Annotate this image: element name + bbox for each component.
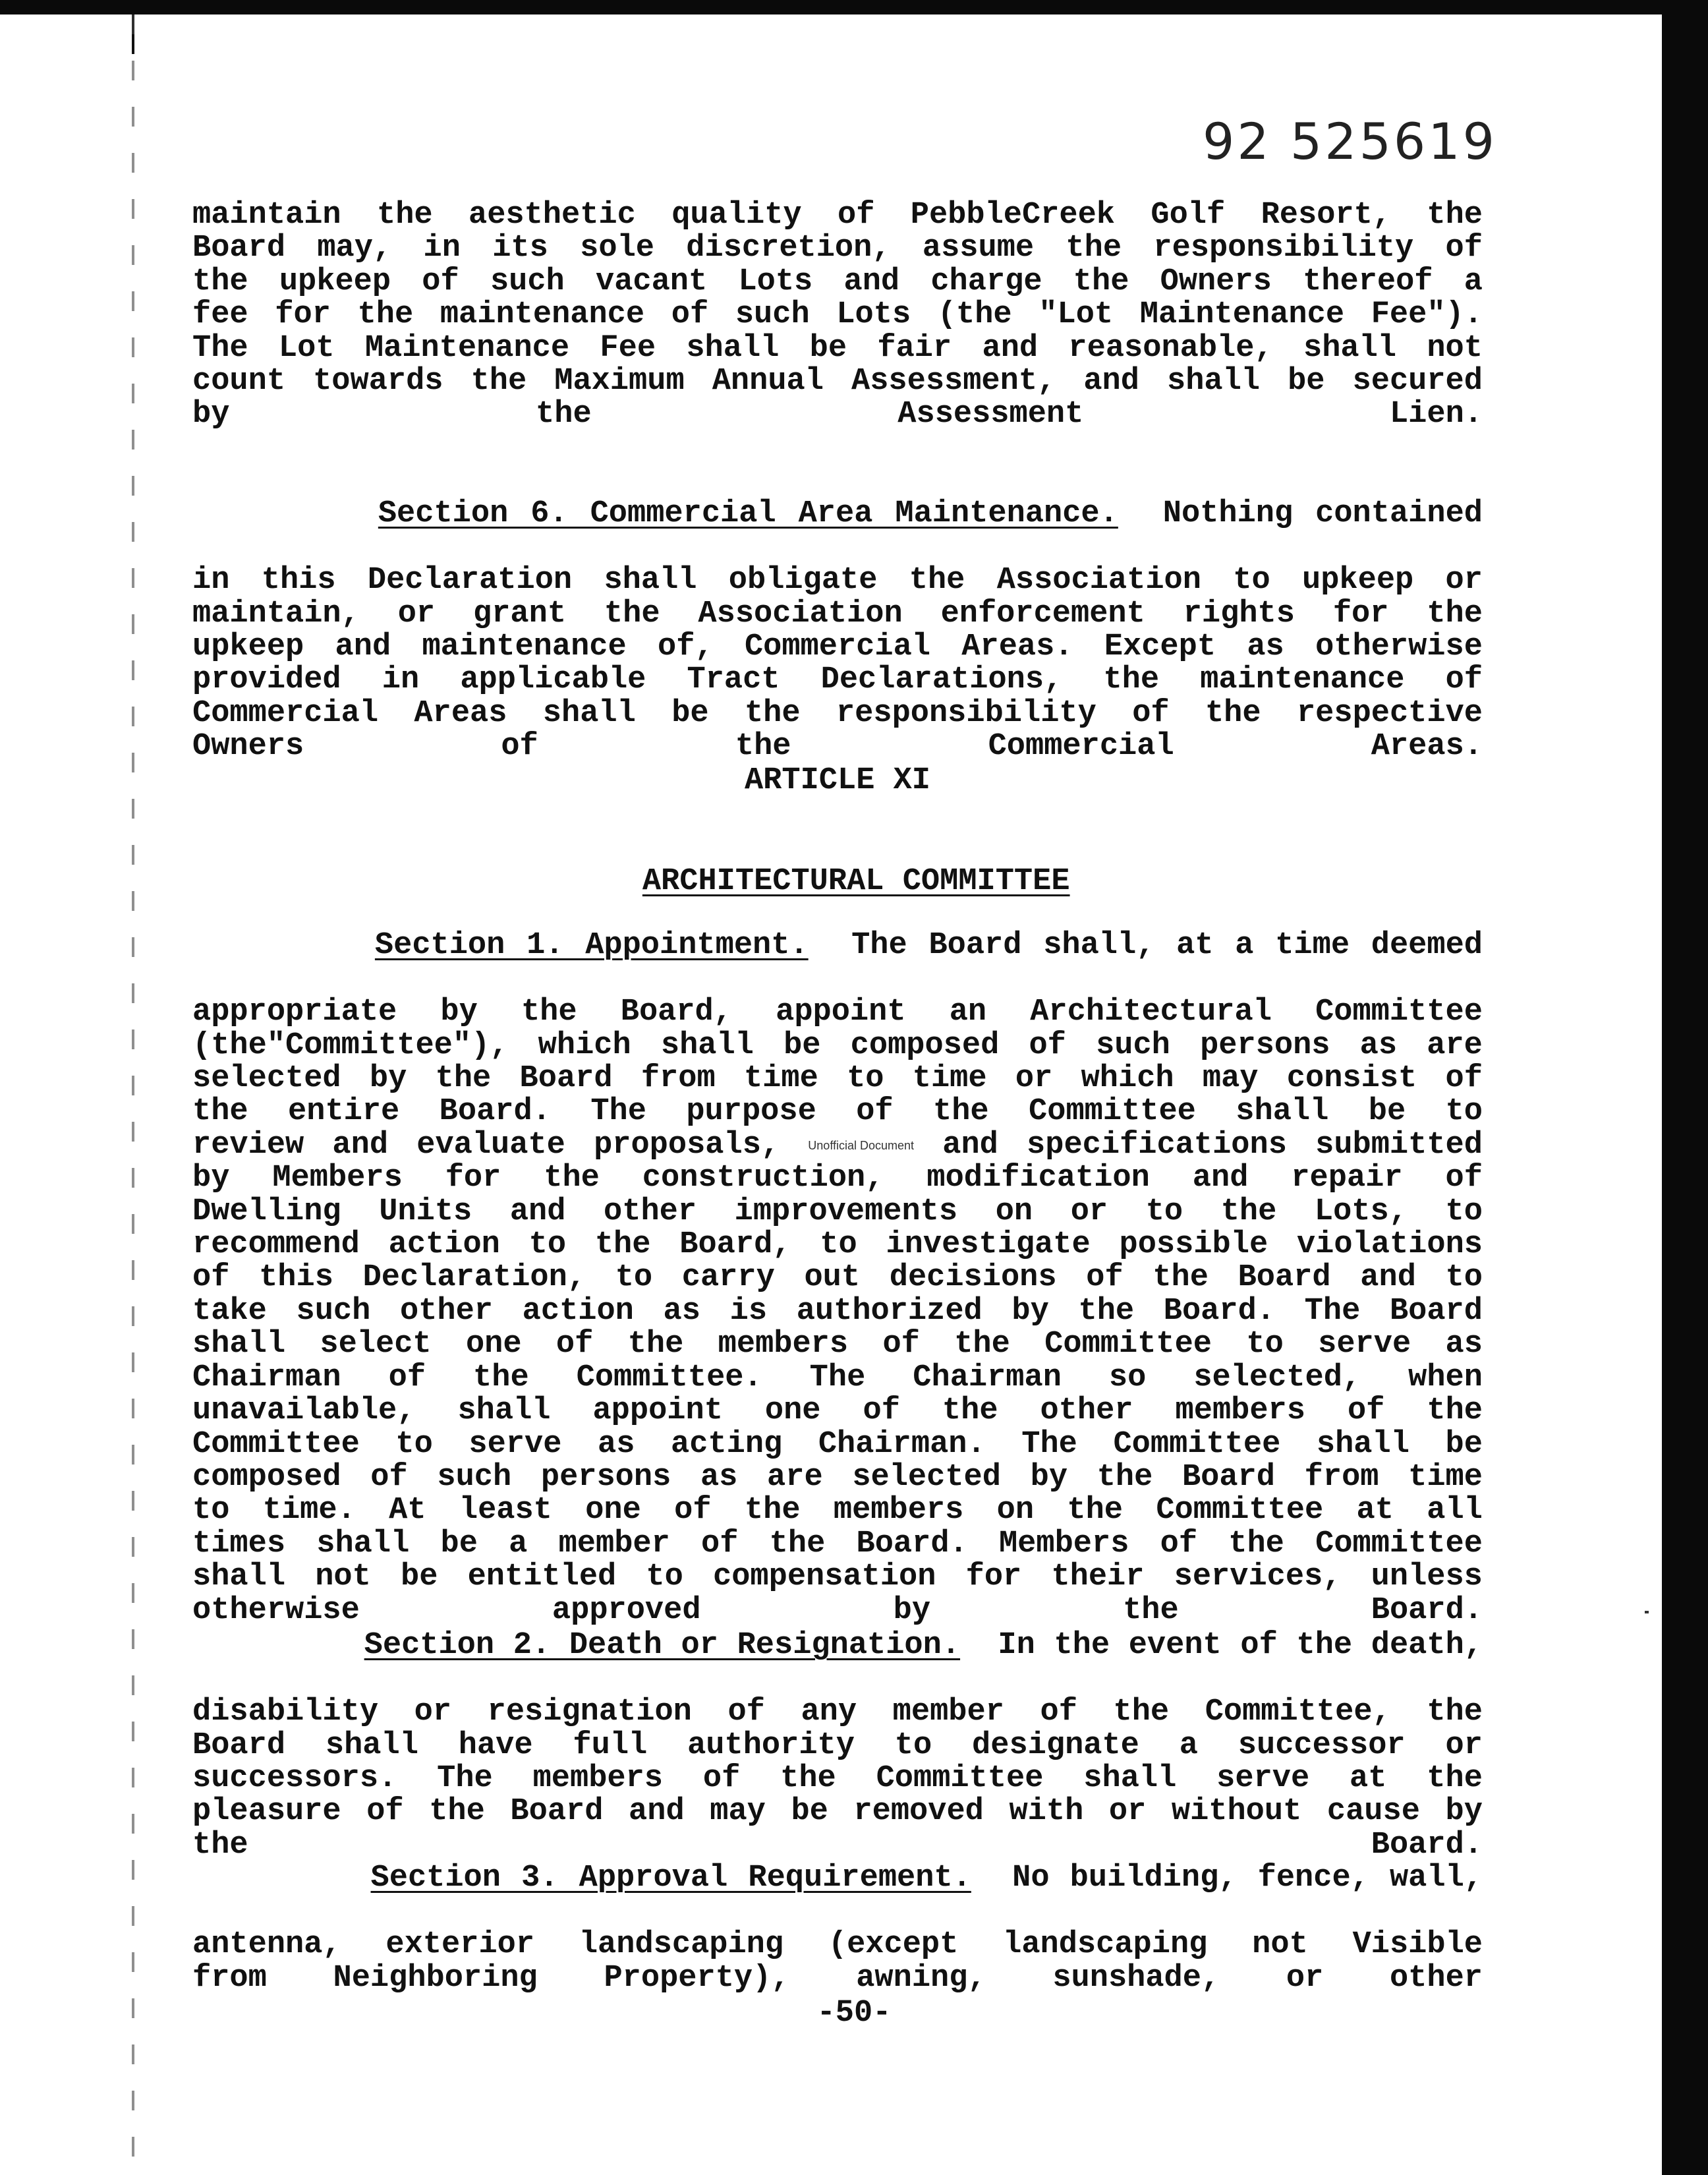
text-line: disability or resignation of any member of the Committee, the xyxy=(192,1695,1483,1730)
text-line: Committee to serve as acting Chairman. The Committee shall be xyxy=(192,1426,1483,1462)
article-number: ARTICLE XI xyxy=(744,763,931,798)
text-line: times shall be a member of the Board. Members of the Committee xyxy=(192,1526,1483,1561)
text-line: maintain the aesthetic quality of PebbleCreek Golf Resort, the xyxy=(192,198,1483,233)
section-6-title: Section 6. Commercial Area Maintenance. xyxy=(378,496,1118,532)
section-3-title: Section 3. Approval Requirement. xyxy=(370,1861,971,1896)
text-line: count towards the Maximum Annual Assessment, and shall be secured xyxy=(192,364,1483,399)
text-line: upkeep and maintenance of, Commercial Areas. Except as otherwise xyxy=(192,629,1483,665)
text-line: Dwelling Units and other improvements on or to the Lots, to xyxy=(192,1194,1483,1229)
intro-paragraph xyxy=(192,199,1483,432)
text-line: Owners of the Commercial Areas. xyxy=(192,729,1483,765)
section-3-lead: No building, fence, wall, xyxy=(971,1861,1483,1896)
text-line: from Neighboring Property), awning, sunshade, or other xyxy=(192,1960,1483,1996)
text-line: shall select one of the members of the Committee to serve as xyxy=(192,1327,1483,1362)
text-line: take such other action as is authorized by the Board. The Board xyxy=(192,1293,1483,1329)
section-1-paragraph xyxy=(192,896,1483,1627)
text-line: antenna, exterior landscaping (except landscaping not Visible xyxy=(192,1927,1483,1963)
text-line: maintain, or grant the Association enforcement rights for the xyxy=(192,596,1483,631)
section-3-paragraph xyxy=(192,1829,1483,1995)
text-line: the entire Board. The purpose of the Committee shall be to xyxy=(192,1094,1483,1130)
text-line: by the Assessment Lien. xyxy=(192,397,1483,432)
text-line: to time. At least one of the members on the Committee at all xyxy=(192,1493,1483,1528)
text-line: of this Declaration, to carry out decisions of the Board and to xyxy=(192,1260,1483,1296)
article-title xyxy=(192,829,1483,899)
section-1-title: Section 1. Appointment. xyxy=(374,928,809,964)
text-line: review and evaluate proposals, Unofficial Document and specifications submitted xyxy=(192,1127,1483,1163)
text-line: composed of such persons as are selected by the Board from time xyxy=(192,1459,1483,1495)
text-line: unavailable, shall appoint one of the other members of the xyxy=(192,1393,1483,1429)
text-line: (the"Committee"), which shall be composed of such persons as are xyxy=(192,1028,1483,1063)
text-line: successors. The members of the Committee shall serve at the xyxy=(192,1761,1483,1797)
scan-speck xyxy=(1645,1611,1649,1613)
text-line: selected by the Board from time to time or which may consist of xyxy=(192,1061,1483,1097)
scan-top-border xyxy=(0,0,1708,14)
section-2-paragraph xyxy=(192,1592,1483,1863)
article-title-text: ARCHITECTURAL COMMITTEE xyxy=(642,864,1070,899)
text-line: recommend action to the Board, to investigate possible violations xyxy=(192,1227,1483,1263)
text-line: Board shall have full authority to designate a successor or xyxy=(192,1727,1483,1763)
scan-left-edge xyxy=(132,14,134,2175)
recording-number: 92 525619 xyxy=(1203,112,1497,171)
text-line: shall not be entitled to compensation for their services, unless xyxy=(192,1559,1483,1595)
section-1-lead: The Board shall, at a time deemed xyxy=(808,928,1483,964)
text-line: by Members for the construction, modification and repair of xyxy=(192,1161,1483,1196)
section-2-lead: In the event of the death, xyxy=(960,1628,1483,1664)
text-line: otherwise approved by the Board. xyxy=(192,1592,1483,1628)
text-line: Board may, in its sole discretion, assume the responsibility of xyxy=(192,231,1483,266)
section-6-lead: Nothing contained xyxy=(1118,496,1483,532)
text-line: Commercial Areas shall be the responsibility of the respective xyxy=(192,695,1483,731)
text-line: provided in applicable Tract Declarations, the maintenance of xyxy=(192,662,1483,698)
text-line: the Board. xyxy=(192,1827,1483,1863)
text-line: pleasure of the Board and may be removed with or without cause by xyxy=(192,1794,1483,1830)
text-line: the upkeep of such vacant Lots and charge the Owners thereof a xyxy=(192,264,1483,299)
scan-right-border xyxy=(1662,0,1708,2175)
unofficial-document-watermark: Unofficial Document xyxy=(808,1138,915,1152)
section-6-paragraph xyxy=(192,465,1483,764)
text-line: Chairman of the Committee. The Chairman so selected, when xyxy=(192,1360,1483,1395)
text-line: fee for the maintenance of such Lots (the "Lot Maintenance Fee"). xyxy=(192,297,1483,333)
text-line: appropriate by the Board, appoint an Architectural Committee xyxy=(192,995,1483,1030)
page-number: -50- xyxy=(816,1996,892,2031)
section-2-title: Section 2. Death or Resignation. xyxy=(364,1628,961,1664)
text-line: The Lot Maintenance Fee shall be fair and reasonable, shall not xyxy=(192,330,1483,366)
text-line: in this Declaration shall obligate the Association to upkeep or xyxy=(192,563,1483,598)
